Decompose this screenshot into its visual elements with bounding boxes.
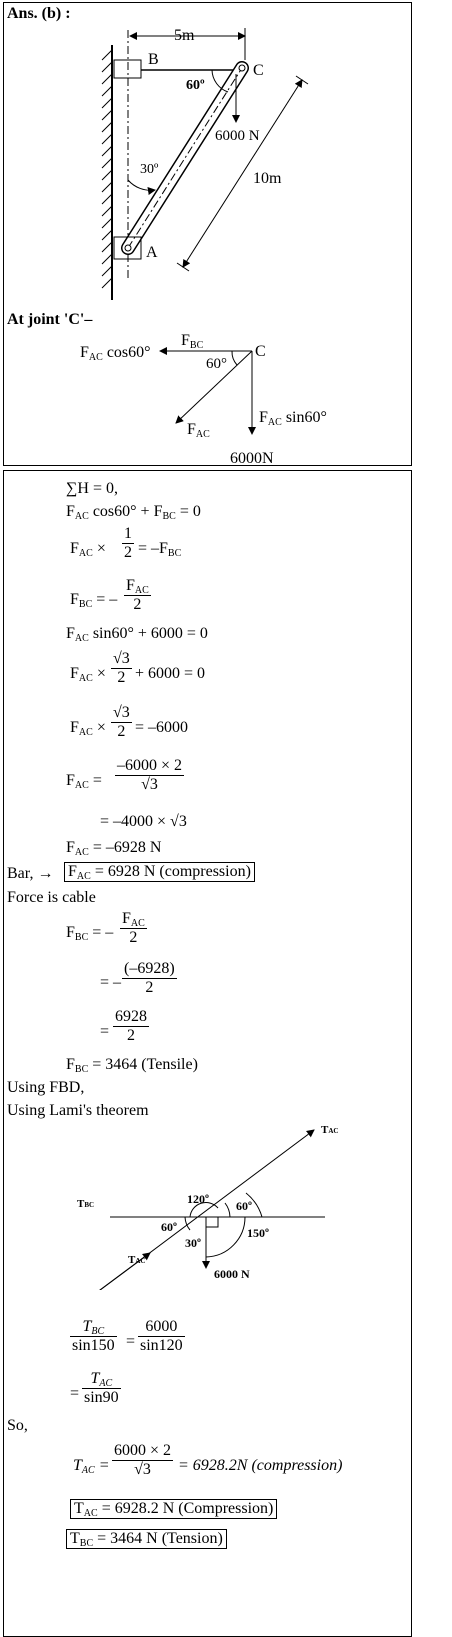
eq-3-rhs: = –FBC <box>138 540 182 559</box>
angle-60-left: 60º <box>161 1220 177 1234</box>
fbd-load: 6000N <box>230 450 274 467</box>
joint-c-label: C <box>253 62 264 79</box>
tac-top-label: TAC <box>321 1124 339 1136</box>
using-fbd: Using FBD, <box>7 1079 85 1096</box>
so-label: So, <box>7 1417 28 1434</box>
truss-diagram <box>0 0 412 310</box>
eq-3: FAC × <box>70 540 106 559</box>
eq-11-frac: FAC 2 <box>122 910 145 946</box>
dim-5m: 5m <box>174 27 195 44</box>
eq-5: FAC sin60° + 6000 = 0 <box>66 625 208 644</box>
eq-7-rhs: = –6000 <box>135 719 189 736</box>
force-cable: Force is cable <box>7 889 96 906</box>
eq-sum-h: ∑H = 0, <box>66 480 118 497</box>
eq-8: FAC = <box>66 772 102 791</box>
tac-result-lhs: TAC = <box>73 1457 110 1476</box>
bar-prefix: Bar, → <box>7 865 54 882</box>
angle-150: 150º <box>247 1226 269 1240</box>
tbc-label: TBC <box>77 1198 95 1210</box>
eq-11: FBC = – <box>66 924 114 943</box>
eq-14: FBC = 3464 (Tensile) <box>66 1056 198 1075</box>
eq-4: FBC = – <box>70 591 118 610</box>
eq-9: = –4000 × √3 <box>100 813 187 830</box>
angle-30: 30º <box>185 1236 201 1250</box>
tac-result-rhs: = 6928.2N (compression) <box>178 1457 343 1474</box>
tac-result-frac: $\frac{6000 \times 2}{√3}$ <box>114 1442 172 1478</box>
fbd-angle-60: 60° <box>206 356 227 372</box>
answer-label: Ans. (b) : <box>7 5 71 22</box>
tac-final-box: TAC = 6928.2 N (Compression) <box>70 1499 277 1519</box>
eq-4-frac: FAC 2 <box>126 577 149 613</box>
eq-6-rhs: + 6000 = 0 <box>135 665 206 682</box>
joint-c-fbd <box>0 330 412 465</box>
eq-13: = <box>100 1023 110 1040</box>
angle-120: 120º <box>187 1192 209 1206</box>
bar-result-box: FAC = 6928 N (compression) <box>64 862 255 882</box>
tac-bottom-label: TAC <box>128 1254 146 1266</box>
load-6000: 6000 N <box>215 128 260 144</box>
fbc-label: FBC <box>181 332 204 351</box>
eq-6-frac: $\frac{√3}{2}$ <box>113 650 130 686</box>
lami-eq-1: = <box>126 1333 136 1350</box>
eq-12-frac: $\frac{(-6928)}{2}$ <box>124 960 175 996</box>
eq-3-frac: $\frac{1}{2}$ <box>124 525 132 561</box>
fac-sin-label: FAC sin60° <box>259 409 327 428</box>
lami-frac-1: TBC sin150 <box>72 1318 115 1354</box>
eq-7-frac: $\frac{√3}{2}$ <box>113 704 130 740</box>
lami-eq-2: = <box>70 1385 80 1402</box>
lami-frac-2: $\frac{6000}{\sin 120}$ <box>140 1318 183 1354</box>
joint-b-label: B <box>148 51 159 68</box>
angle-30: 30º <box>140 162 159 177</box>
eq-6: FAC × <box>70 665 106 684</box>
eq-10: FAC = –6928 N <box>66 839 162 858</box>
fbd-c-label: C <box>255 343 266 360</box>
joint-heading: At joint 'C'– <box>7 311 93 328</box>
lami-load: 6000 N <box>214 1267 250 1281</box>
eq-12: = – <box>100 974 122 991</box>
tbc-final-box: TBC = 3464 N (Tension) <box>66 1529 227 1549</box>
length-10m: 10m <box>253 170 282 187</box>
using-lami: Using Lami's theorem <box>7 1102 149 1119</box>
joint-a-label: A <box>146 244 158 261</box>
angle-60: 60º <box>186 78 205 93</box>
eq-7: FAC × <box>70 719 106 738</box>
lami-frac-3: TAC sin90 <box>84 1370 119 1406</box>
fac-label: FAC <box>187 421 210 440</box>
eq-13-frac: $\frac{6928}{2}$ <box>115 1008 147 1044</box>
eq-8-frac: $\frac{-6000 \times 2}{√3}$ <box>117 757 183 793</box>
angle-60-right: 60º <box>236 1199 252 1213</box>
fac-cos-label: FAC cos60° <box>80 344 151 363</box>
eq-2: FAC cos60° + FBC = 0 <box>66 503 201 522</box>
